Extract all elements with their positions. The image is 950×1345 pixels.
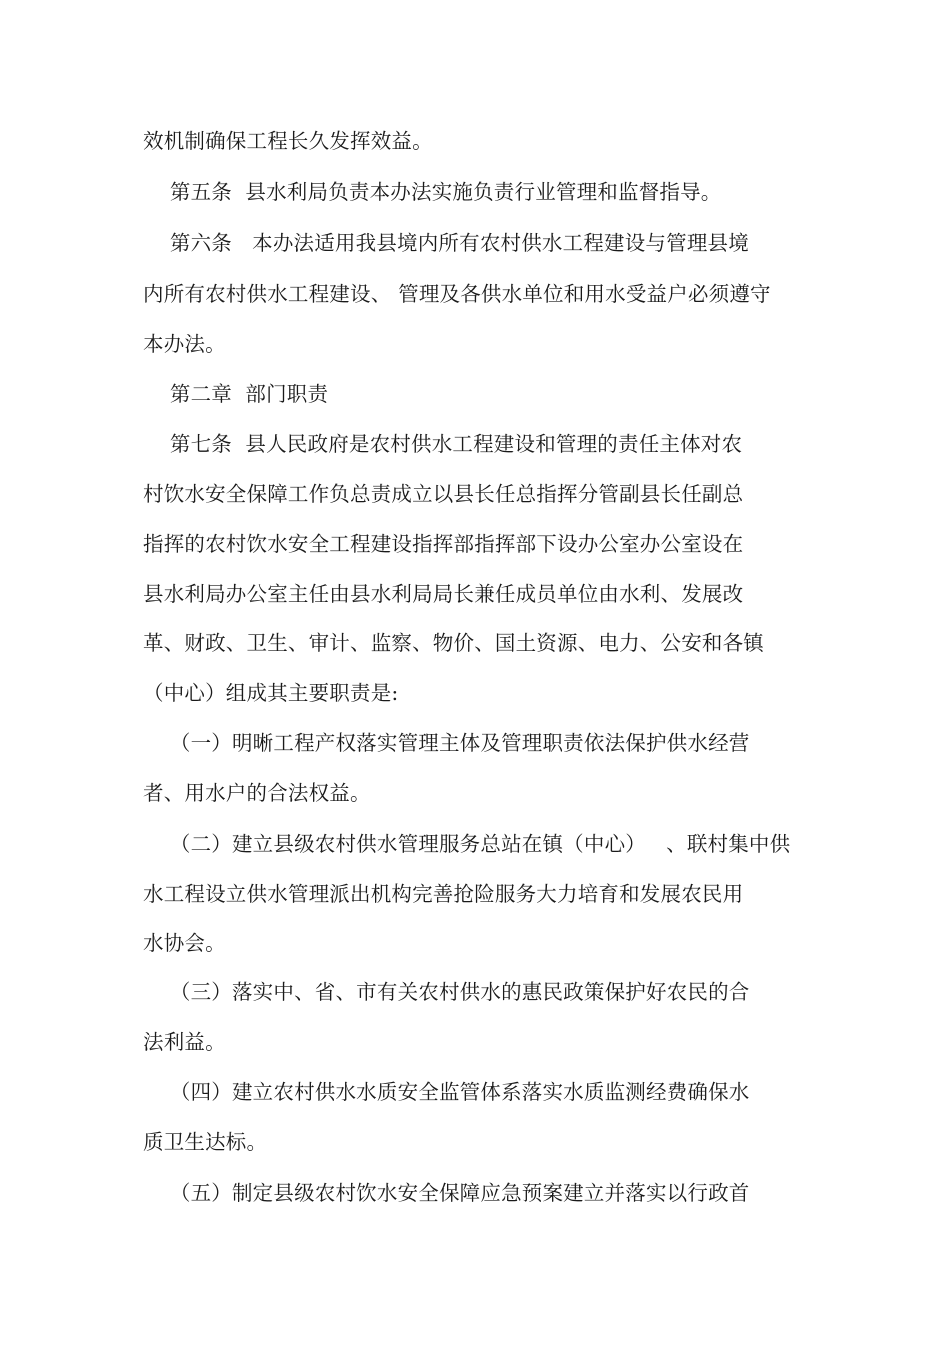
text-line: 第七条 县人民政府是农村供水工程建设和管理的责任主体对农 xyxy=(143,432,743,456)
text-line: 县水利局办公室主任由县水利局局长兼任成员单位由水利、发展改 xyxy=(143,582,744,606)
text-line: 内所有农村供水工程建设、 管理及各供水单位和用水受益户必须遵守 xyxy=(143,282,771,306)
text-line: 革、财政、卫生、审计、监察、物价、国土资源、电力、公安和各镇 xyxy=(143,631,764,655)
text-line: （五）制定县级农村饮水安全保障应急预案建立并落实以行政首 xyxy=(143,1181,750,1205)
text-line: 第六条 本办法适用我县境内所有农村供水工程建设与管理县境 xyxy=(143,231,749,255)
text-line: 水协会。 xyxy=(143,931,226,955)
text-line: 本办法。 xyxy=(143,332,226,356)
text-line: （一）明晰工程产权落实管理主体及管理职责依法保护供水经营 xyxy=(143,731,750,755)
text-line: 村饮水安全保障工作负总责成立以县长任总指挥分管副县长任副总 xyxy=(143,482,744,506)
text-line: 效机制确保工程长久发挥效益。 xyxy=(143,129,433,153)
text-line: （中心）组成其主要职责是: xyxy=(143,681,399,705)
text-line: 法利益。 xyxy=(143,1030,226,1054)
text-line: 者、用水户的合法权益。 xyxy=(143,781,371,805)
text-line: （四）建立农村供水水质安全监管体系落实水质监测经费确保水 xyxy=(143,1080,750,1104)
text-line: （二）建立县级农村供水管理服务总站在镇（中心） 、联村集中供 xyxy=(143,832,791,856)
text-line: 第五条 县水利局负责本办法实施负责行业管理和监督指导。 xyxy=(143,180,722,204)
text-line: 水工程设立供水管理派出机构完善抢险服务大力培育和发展农民用 xyxy=(143,882,744,906)
text-line: （三）落实中、省、市有关农村供水的惠民政策保护好农民的合 xyxy=(143,980,750,1004)
text-line: 质卫生达标。 xyxy=(143,1130,268,1154)
text-line: 指挥的农村饮水安全工程建设指挥部指挥部下设办公室办公室设在 xyxy=(143,532,744,556)
chapter-heading: 第二章 部门职责 xyxy=(143,382,329,406)
